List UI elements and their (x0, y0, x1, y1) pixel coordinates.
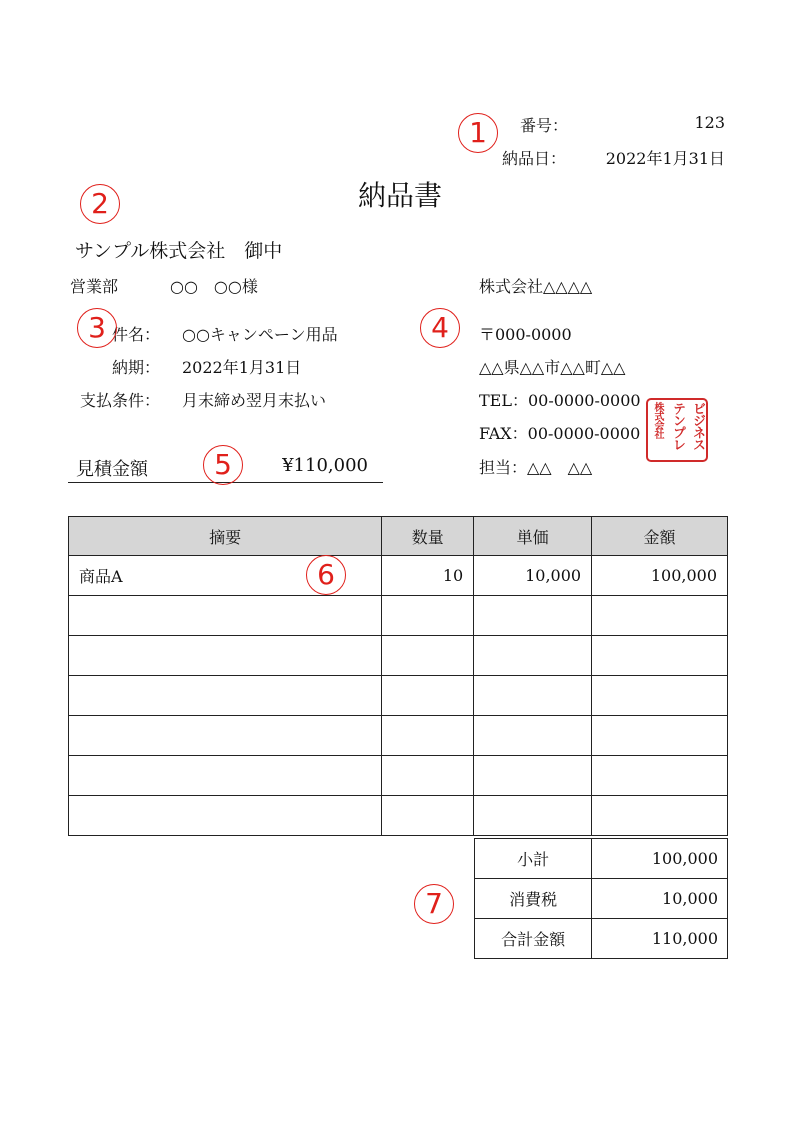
stamp-text-1: ビジネス (690, 402, 705, 450)
subtotal-row (475, 839, 728, 879)
cell-unit-price (474, 796, 592, 836)
annotation-marker-4: 4 (420, 308, 460, 348)
cell-amount (592, 756, 728, 796)
payment-terms-value: 月末締め翌月末払い (182, 391, 327, 410)
cell-description (69, 796, 382, 836)
delivery-date-value: 2022年1月31日 (605, 149, 725, 168)
header-quantity: 数量 (382, 517, 474, 556)
total-value: 110,000 (592, 919, 728, 959)
annotation-marker-2: 2 (80, 184, 120, 224)
cell-amount (592, 676, 728, 716)
table-row (69, 556, 728, 596)
table-row (69, 636, 728, 676)
stamp-text-3: 株式会社 (652, 402, 663, 438)
cell-quantity (382, 716, 474, 756)
cell-description (69, 676, 382, 716)
estimate-amount: ¥110,000 (282, 455, 368, 476)
subject-label: 件名： (111, 325, 160, 344)
table-row (69, 756, 728, 796)
deadline-label: 納期： (111, 358, 160, 377)
recipient-person: ○○ ○○様 (170, 277, 258, 296)
delivery-date-label: 納品日： (502, 149, 567, 168)
cell-quantity: 10 (382, 556, 474, 596)
sender-address: △△県△△市△△町△△ (479, 358, 626, 377)
annotation-marker-6: 6 (306, 555, 346, 595)
sender-person: 担当：△△ △△ (479, 458, 593, 477)
table-row (69, 796, 728, 836)
sender-postal: 〒000-0000 (479, 325, 572, 344)
total-row (475, 919, 728, 959)
cell-description (69, 596, 382, 636)
page-title: 納品書 (357, 179, 442, 212)
header-description: 摘要 (69, 517, 382, 556)
number-value: 123 (694, 113, 725, 132)
annotation-marker-7: 7 (414, 884, 454, 924)
cell-amount (592, 636, 728, 676)
table-row (69, 676, 728, 716)
cell-quantity (382, 596, 474, 636)
cell-description (69, 636, 382, 676)
totals-table (474, 838, 728, 959)
cell-quantity (382, 636, 474, 676)
header-amount: 金額 (592, 517, 728, 556)
table-header-row (69, 517, 728, 556)
cell-unit-price (474, 676, 592, 716)
cell-unit-price (474, 636, 592, 676)
tax-row (475, 879, 728, 919)
table-row (69, 596, 728, 636)
cell-amount (592, 796, 728, 836)
tax-label: 消費税 (475, 879, 592, 919)
number-label: 番号： (520, 116, 569, 135)
cell-description (69, 716, 382, 756)
subtotal-value: 100,000 (592, 839, 728, 879)
header-unit-price: 単価 (474, 517, 592, 556)
sender-fax: FAX：00-0000-0000 (479, 424, 641, 443)
cell-description: 商品A (69, 556, 382, 596)
subtotal-label: 小計 (475, 839, 592, 879)
estimate-label: 見積金額 (76, 459, 148, 480)
annotation-marker-3: 3 (77, 308, 117, 348)
items-table (68, 516, 728, 836)
cell-unit-price: 10,000 (474, 556, 592, 596)
cell-description (69, 756, 382, 796)
tax-value: 10,000 (592, 879, 728, 919)
annotation-marker-1: 1 (458, 113, 498, 153)
deadline-value: 2022年1月31日 (182, 358, 302, 377)
recipient-department: 営業部 (70, 277, 119, 296)
payment-terms-label: 支払条件： (79, 391, 160, 410)
table-row (69, 716, 728, 756)
sender-company: 株式会社△△△△ (479, 277, 593, 296)
cell-unit-price (474, 716, 592, 756)
cell-amount (592, 596, 728, 636)
subject-value: ○○キャンペーン用品 (182, 325, 338, 344)
cell-unit-price (474, 756, 592, 796)
total-label: 合計金額 (475, 919, 592, 959)
company-seal-stamp (646, 398, 708, 462)
cell-amount (592, 716, 728, 756)
stamp-text-2: テンプレ (670, 402, 685, 450)
cell-quantity (382, 676, 474, 716)
cell-unit-price (474, 596, 592, 636)
annotation-marker-5: 5 (203, 445, 243, 485)
cell-quantity (382, 796, 474, 836)
cell-amount: 100,000 (592, 556, 728, 596)
recipient-company: サンプル株式会社 御中 (75, 240, 283, 262)
cell-quantity (382, 756, 474, 796)
sender-tel: TEL：00-0000-0000 (479, 391, 641, 410)
